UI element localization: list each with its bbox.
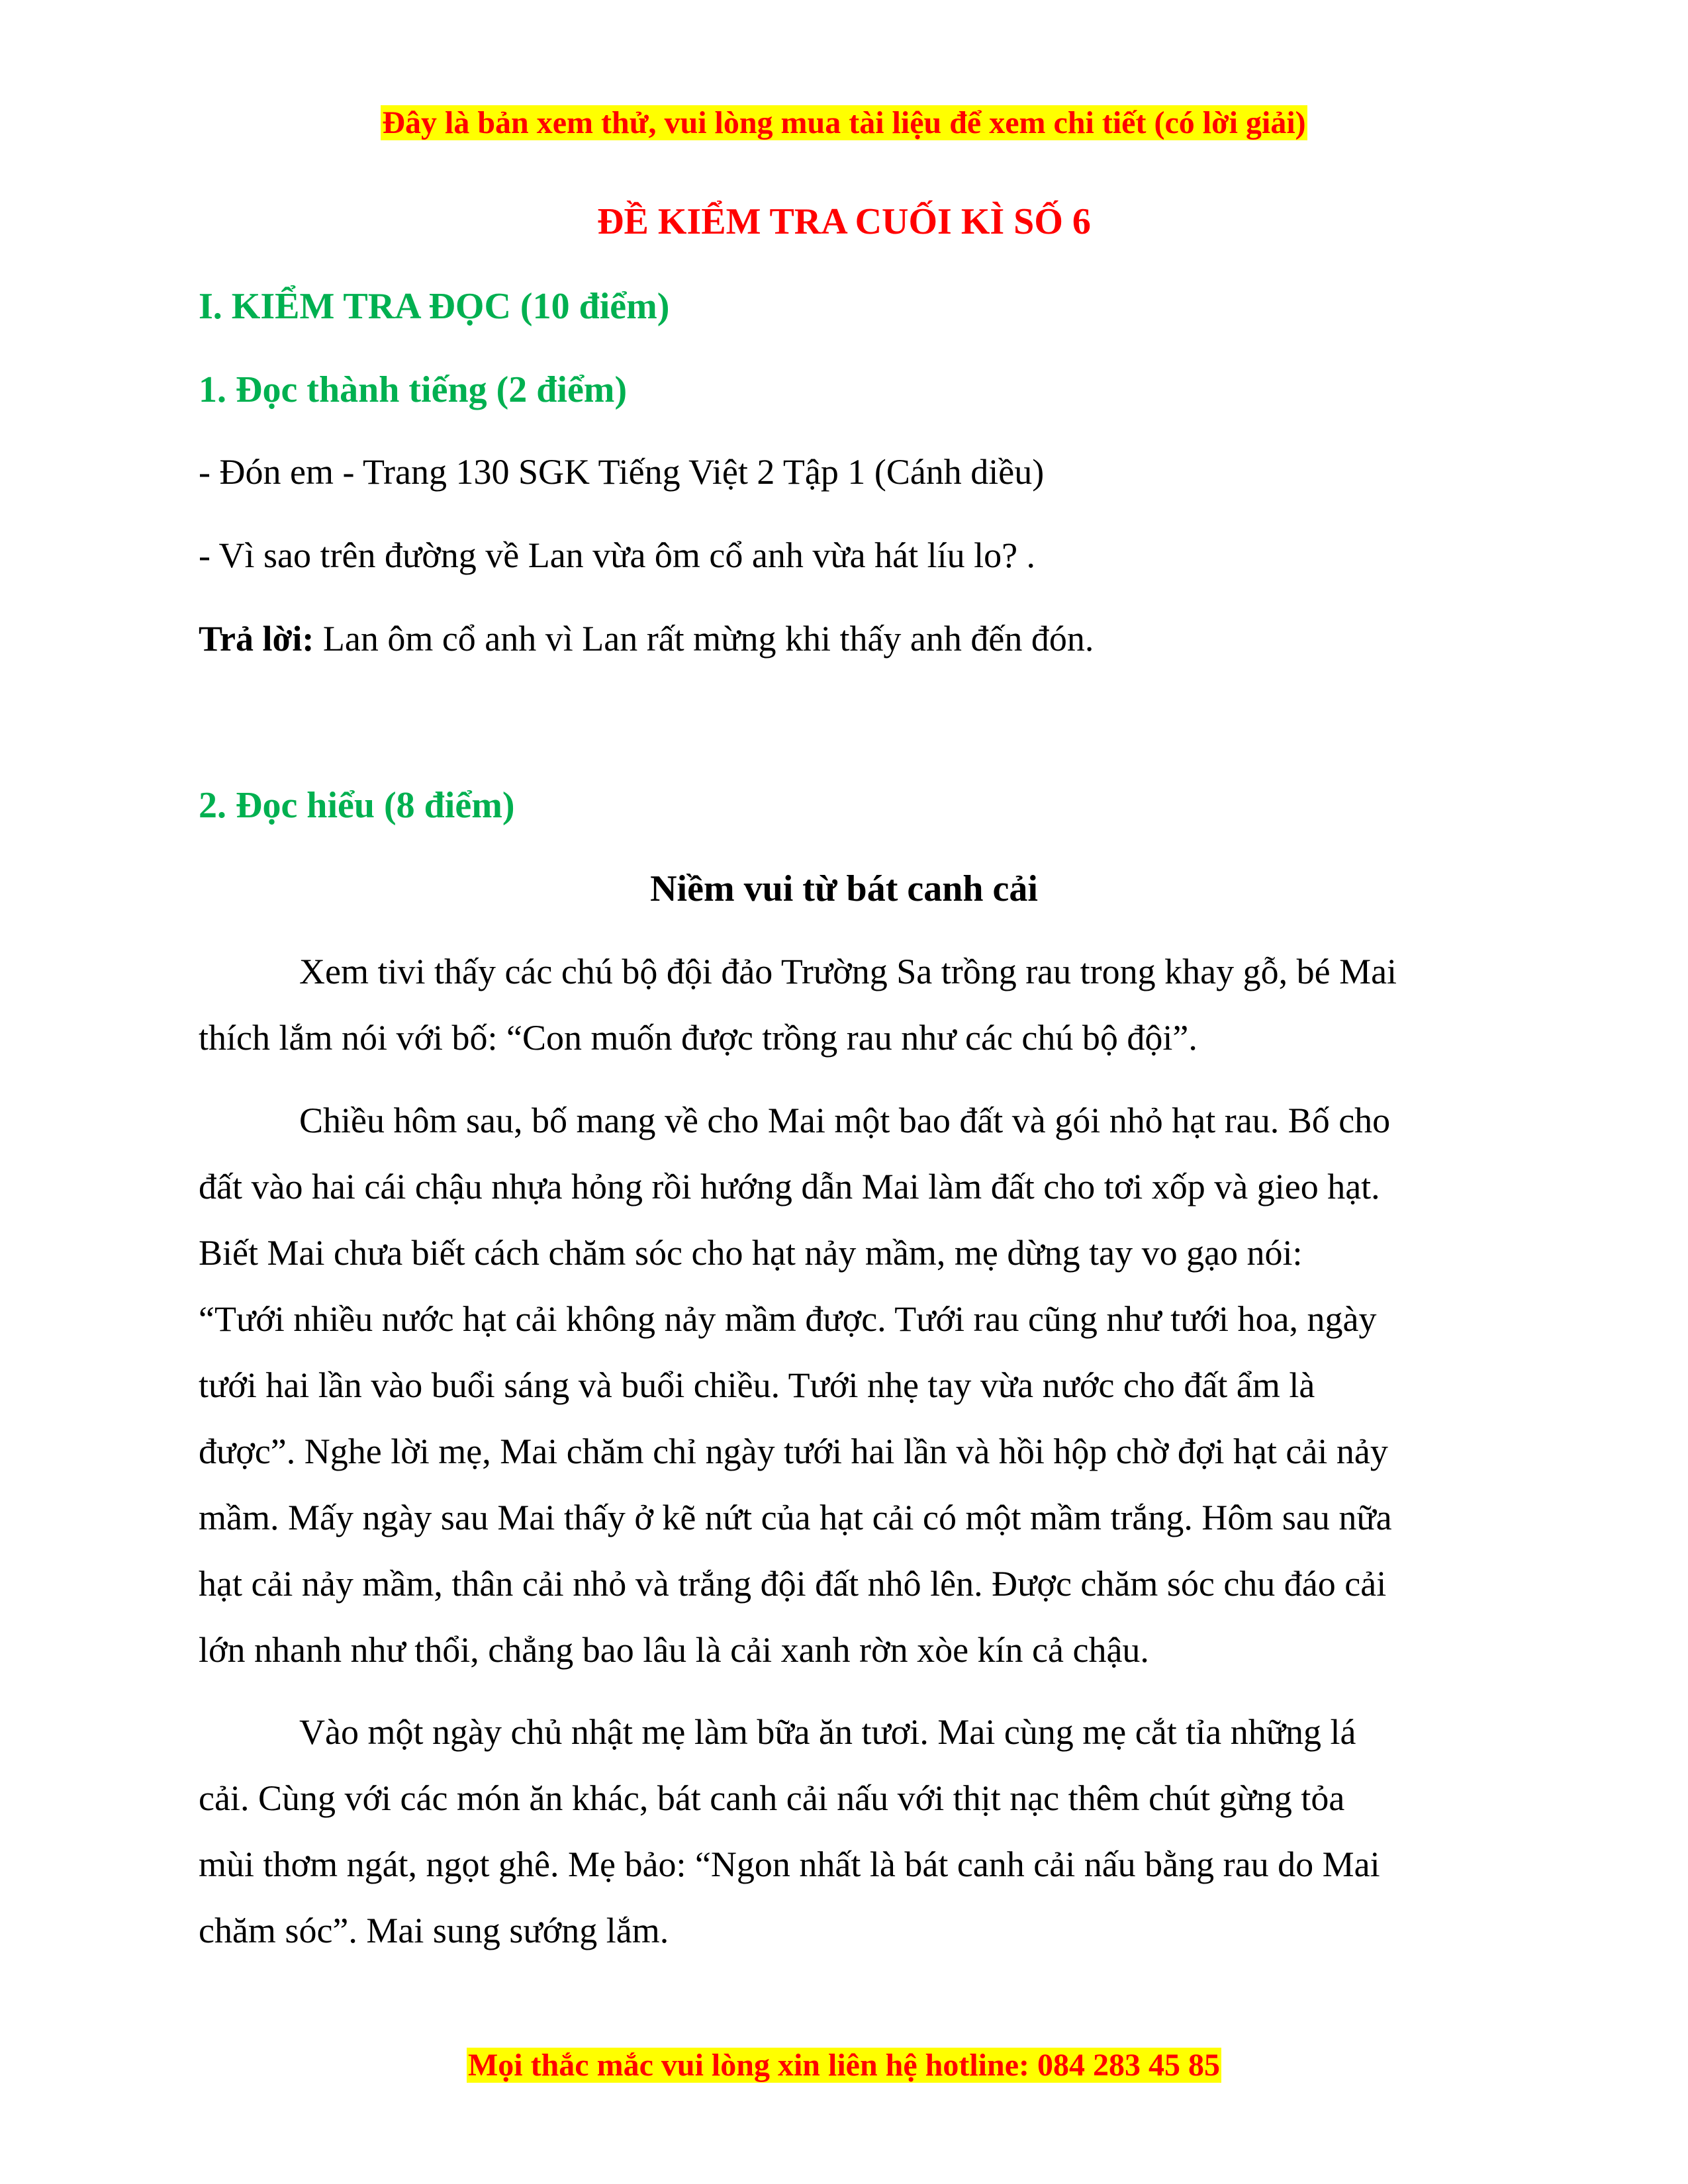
story-line: chăm sóc”. Mai sung sướng lắm. — [199, 1911, 669, 1950]
story-line: Chiều hôm sau, bố mang về cho Mai một bao đất và gói nhỏ hạt rau. Bố cho — [299, 1101, 1391, 1140]
reading-passage-reference: - Đón em - Trang 130 SGK Tiếng Việt 2 Tập 1 (Cánh diều) — [199, 452, 1045, 492]
story-line: lớn nhanh như thổi, chẳng bao lâu là cải xanh rờn xòe kín cả chậu. — [199, 1630, 1149, 1670]
story-line: tưới hai lần vào buổi sáng và buổi chiều. Tưới nhẹ tay vừa nước cho đất ẩm là — [199, 1365, 1315, 1405]
reading-question: - Vì sao trên đường về Lan vừa ôm cổ anh vừa hát líu lo? . — [199, 535, 1036, 575]
hotline-text: Mọi thắc mắc vui lòng xin liên hệ hotline: 084 283 45 85 — [467, 2048, 1220, 2083]
answer-text: Lan ôm cổ anh vì Lan rất mừng khi thấy anh đến đón. — [314, 619, 1094, 659]
preview-notice-text: Đây là bản xem thử, vui lòng mua tài liệu để xem chi tiết (có lời giải) — [382, 105, 1306, 140]
document-title: ĐỀ KIỂM TRA CUỐI KÌ SỐ 6 — [597, 201, 1091, 242]
story-line: được”. Nghe lời mẹ, Mai chăm chỉ ngày tưới hai lần và hồi hộp chờ đợi hạt cải nảy — [199, 1432, 1388, 1471]
subsection-heading-read-aloud: 1. Đọc thành tiếng (2 điểm) — [199, 369, 628, 410]
section-heading-reading: I. KIỂM TRA ĐỌC (10 điểm) — [199, 286, 670, 327]
story-line: Xem tivi thấy các chú bộ đội đảo Trường Sa trồng rau trong khay gỗ, bé Mai — [299, 952, 1397, 991]
preview-notice-banner — [0, 99, 1688, 145]
story-line: đất vào hai cái chậu nhựa hỏng rồi hướng dẫn Mai làm đất cho tơi xốp và gieo hạt. — [199, 1167, 1380, 1206]
story-title: Niềm vui từ bát canh cải — [650, 868, 1038, 909]
answer-line — [199, 617, 1094, 660]
story-line: mầm. Mấy ngày sau Mai thấy ở kẽ nứt của hạt cải có một mầm trắng. Hôm sau nữa — [199, 1498, 1392, 1537]
story-line: thích lắm nói với bố: “Con muốn được trồng rau như các chú bộ đội”. — [199, 1018, 1197, 1058]
story-line: Vào một ngày chủ nhật mẹ làm bữa ăn tươi. Mai cùng mẹ cắt tỉa những lá — [299, 1712, 1356, 1752]
subsection-heading-comprehension: 2. Đọc hiểu (8 điểm) — [199, 785, 515, 826]
story-line: hạt cải nảy mầm, thân cải nhỏ và trắng đội đất nhô lên. Được chăm sóc chu đáo cải — [199, 1564, 1387, 1604]
story-line: cải. Cùng với các món ăn khác, bát canh cải nấu với thịt nạc thêm chút gừng tỏa — [199, 1778, 1345, 1818]
story-line: mùi thơm ngát, ngọt ghê. Mẹ bảo: “Ngon nhất là bát canh cải nấu bằng rau do Mai — [199, 1844, 1380, 1884]
story-line: “Tưới nhiều nước hạt cải không nảy mầm được. Tưới rau cũng như tưới hoa, ngày — [199, 1299, 1377, 1339]
answer-label: Trả lời: — [199, 619, 314, 659]
story-paragraph-1 — [199, 938, 1496, 1005]
story-line: Biết Mai chưa biết cách chăm sóc cho hạt nảy mầm, mẹ dừng tay vo gạo nói: — [199, 1233, 1303, 1273]
hotline-banner — [0, 2042, 1688, 2087]
